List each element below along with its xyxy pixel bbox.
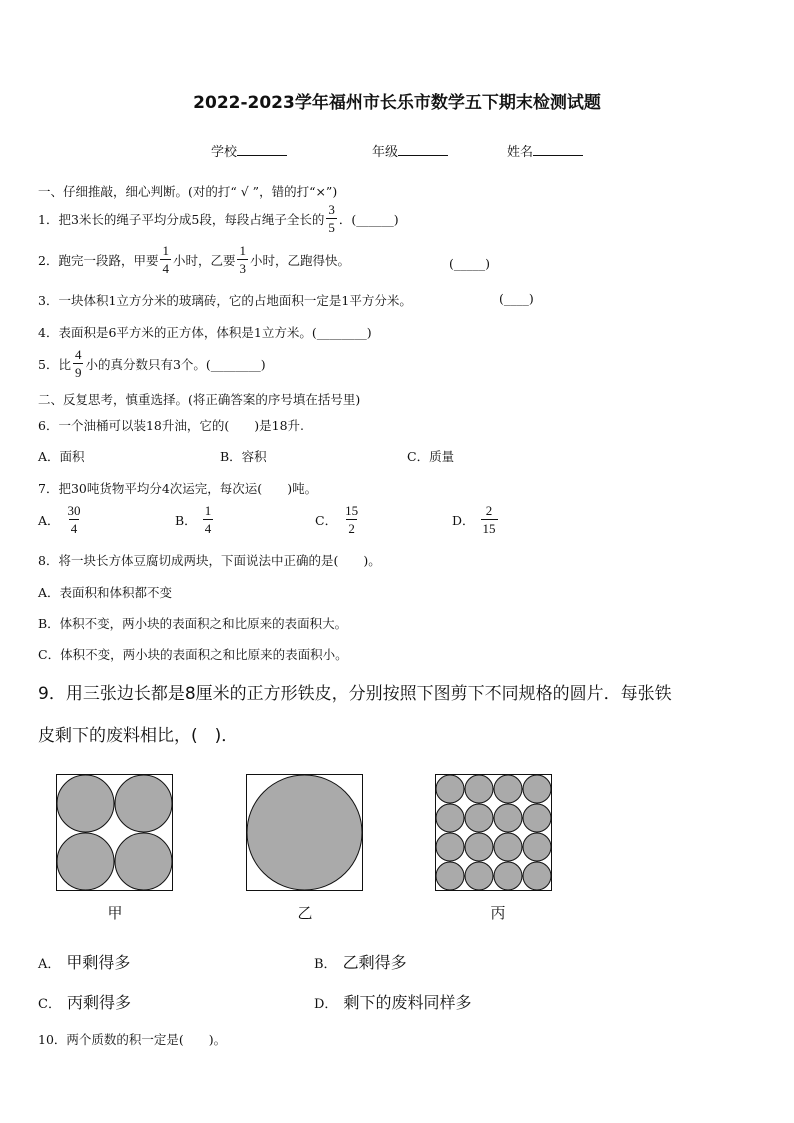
- q6-option-c: C．质量: [407, 449, 455, 464]
- question-7: 7．把30吨货物平均分4次运完，每次运( )吨。: [38, 481, 318, 496]
- q9-figure: [50, 768, 570, 898]
- circle: [115, 775, 172, 832]
- circle: [494, 804, 522, 832]
- circle: [436, 775, 464, 803]
- circle: [494, 833, 522, 861]
- figure-label-bing: 丙: [490, 904, 506, 922]
- q9-option-c: C． 丙剩得多: [38, 993, 131, 1012]
- q9-option-d: D． 剩下的废料同样多: [314, 993, 472, 1012]
- question-2-blank: (_____): [449, 256, 491, 271]
- q7-option-d: D． $\frac{2}{15}$: [452, 503, 496, 536]
- question-4: 4．表面积是6平方米的正方体，体积是1立方米。(________): [38, 325, 372, 340]
- figure-bing: [436, 775, 552, 891]
- grade-field: 年级: [372, 141, 448, 160]
- q8-option-b: B．体积不变，两小块的表面积之和比原来的表面积大。: [38, 616, 348, 631]
- circle: [523, 804, 551, 832]
- q7-option-c: C． $\frac{15}{2}$: [315, 503, 359, 536]
- circle: [247, 775, 362, 890]
- circle: [523, 833, 551, 861]
- question-9-line-1: 9．用三张边长都是8厘米的正方形铁皮，分别按照下图剪下不同规格的圆片．每张铁: [38, 684, 672, 704]
- circle: [494, 862, 522, 890]
- q9-option-a: A． 甲剩得多: [38, 953, 131, 972]
- figure-yi: [247, 775, 363, 891]
- figure-label-jia: 甲: [107, 904, 123, 922]
- question-10: 10．两个质数的积一定是( )。: [38, 1032, 227, 1047]
- q7-option-a: A． $\frac{30}{4}$: [38, 503, 81, 536]
- q8-option-a: A．表面积和体积都不变: [38, 585, 173, 600]
- circle: [57, 775, 114, 832]
- q9-option-b: B． 乙剩得多: [314, 953, 407, 972]
- question-3: 3．一块体积1立方分米的玻璃砖，它的占地面积一定是1平方分米。: [38, 293, 412, 308]
- question-6: 6．一个油桶可以装18升油，它的( )是18升.: [38, 418, 304, 433]
- circle: [465, 804, 493, 832]
- circle: [465, 775, 493, 803]
- circle: [436, 833, 464, 861]
- circle: [523, 775, 551, 803]
- circle: [57, 833, 114, 890]
- q8-option-c: C．体积不变，两小块的表面积之和比原来的表面积小。: [38, 647, 348, 662]
- name-field: 姓名: [507, 141, 583, 160]
- circle: [436, 862, 464, 890]
- question-2: 2．跑完一段路，甲要 $\frac{1}{4}$ 小时，乙要 $\frac{1}{3}$ 小时，乙跑得快。: [38, 243, 350, 276]
- section-1-heading: 一、仔细推敲，细心判断。(对的打“ √ ”，错的打“×”): [38, 184, 338, 199]
- page-title: 2022-2023学年福州市长乐市数学五下期末检测试题: [193, 93, 601, 113]
- question-5: 5．比 $\frac{4}{9}$ 小的真分数只有3个。(________): [38, 347, 266, 380]
- circle: [523, 862, 551, 890]
- q6-option-a: A．面积: [38, 449, 85, 464]
- q6-option-b: B．容积: [220, 449, 267, 464]
- question-1: 1．把3米长的绳子平均分成5段，每段占绳子全长的 $\frac{3}{5}$ ．(______): [38, 202, 399, 235]
- circle: [494, 775, 522, 803]
- figure-jia: [57, 775, 173, 891]
- question-9-line-2: 皮剩下的废料相比，( )．: [38, 726, 239, 746]
- question-3-blank: (____): [499, 291, 534, 306]
- circle: [465, 833, 493, 861]
- circle: [436, 804, 464, 832]
- school-field: 学校: [211, 141, 287, 160]
- question-8: 8．将一块长方体豆腐切成两块，下面说法中正确的是( )。: [38, 553, 381, 568]
- circle: [115, 833, 172, 890]
- fraction: $\frac{3}{5}$: [328, 202, 335, 235]
- circle: [465, 862, 493, 890]
- figure-label-yi: 乙: [297, 904, 313, 922]
- section-2-heading: 二、反复思考，慎重选择。(将正确答案的序号填在括号里): [38, 392, 361, 407]
- q7-option-b: B． $\frac{1}{4}$: [175, 503, 212, 536]
